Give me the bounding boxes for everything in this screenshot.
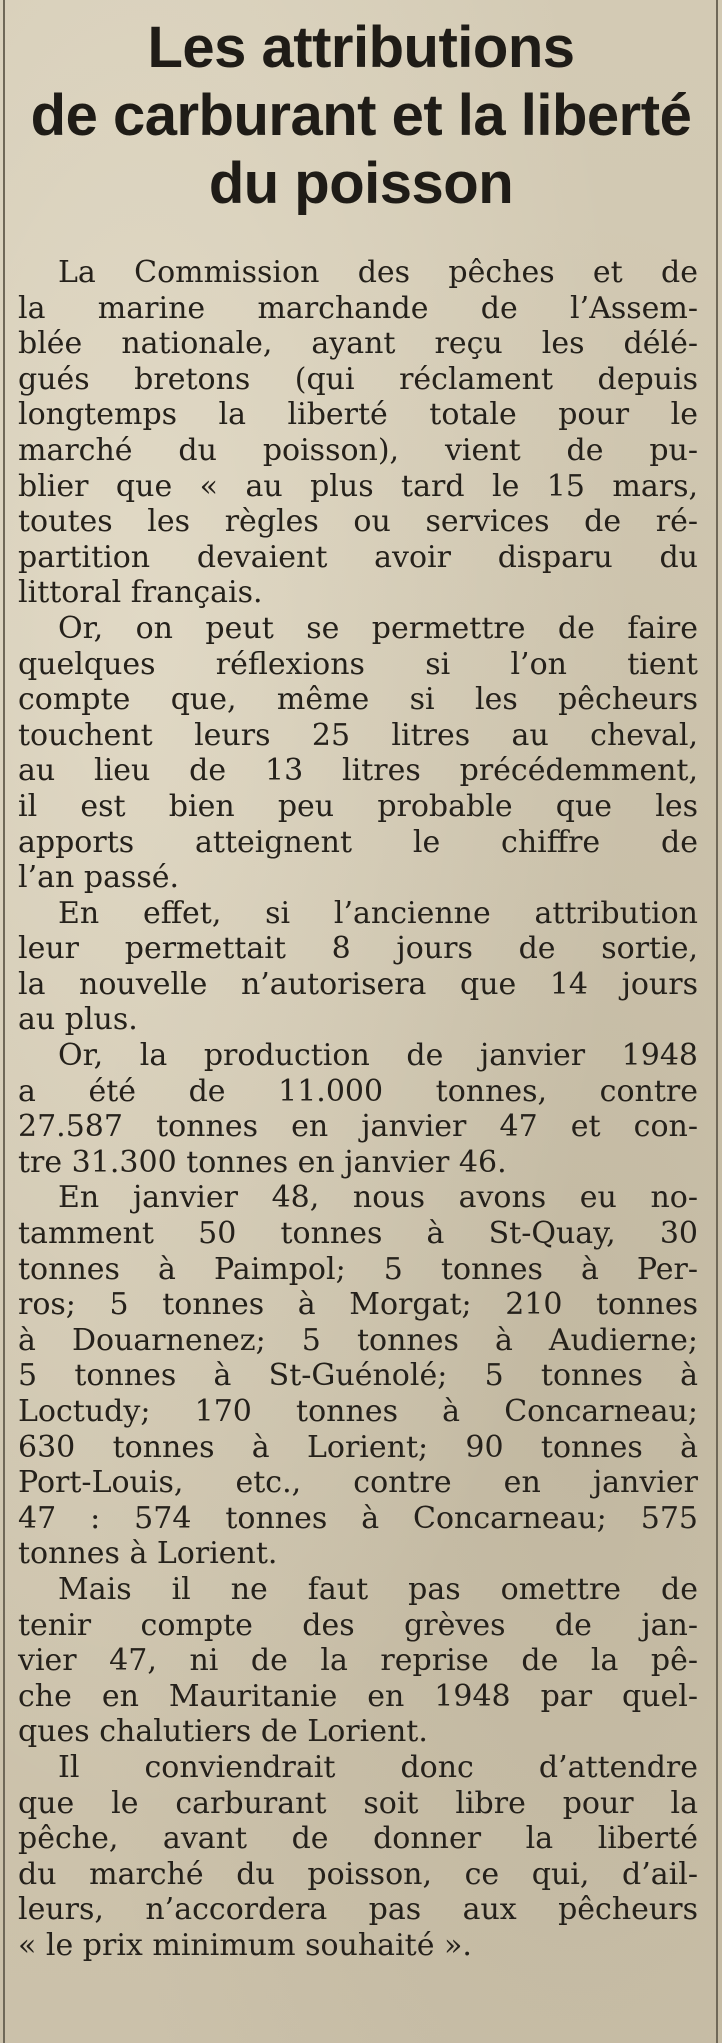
text-line: au lieu de 13 litres précédemment, — [18, 753, 698, 789]
text-line: blier que « au plus tard le 15 mars, — [18, 468, 698, 504]
column-rule-right — [716, 0, 718, 2043]
column-rule-left — [3, 0, 5, 2043]
text-line: tamment 50 tonnes à St-Quay, 30 — [18, 1216, 698, 1252]
text-line: leur permettait 8 jours de sortie, — [18, 931, 698, 967]
text-line: du marché du poisson, ce qui, d’ail- — [18, 1856, 698, 1892]
text-line: à Douarnenez; 5 tonnes à Audierne; — [18, 1322, 698, 1358]
text-line: Port-Louis, etc., contre en janvier — [18, 1465, 698, 1501]
text-line: marché du poisson), vient de pu- — [18, 432, 698, 468]
text-line: Or, on peut se permettre de faire — [58, 610, 698, 646]
text-line: tonnes à Paimpol; 5 tonnes à Per- — [18, 1251, 698, 1287]
headline-line: de carburant et la liberté — [30, 83, 692, 148]
text-line: che en Mauritanie en 1948 par quel- — [18, 1678, 698, 1714]
text-line: partition devaient avoir disparu du — [18, 539, 698, 575]
text-line: ros; 5 tonnes à Morgat; 210 tonnes — [18, 1287, 698, 1323]
text-line: apports atteignent le chiffre de — [18, 824, 698, 860]
text-line: blée nationale, ayant reçu les délé- — [18, 326, 698, 362]
text-line: 630 tonnes à Lorient; 90 tonnes à — [18, 1429, 698, 1465]
paragraph — [18, 255, 698, 611]
paragraph — [18, 1572, 698, 1750]
text-line: tenir compte des grèves de jan- — [18, 1607, 698, 1643]
text-line: quelques réflexions si l’on tient — [18, 646, 698, 682]
text-line: a été de 11.000 tonnes, contre — [18, 1073, 698, 1109]
text-line: vier 47, ni de la reprise de la pê- — [18, 1643, 698, 1679]
text-line: gués bretons (qui réclament depuis — [18, 361, 698, 397]
paragraph — [18, 896, 698, 1038]
text-line: au plus. — [18, 1002, 138, 1038]
headline-line: Les attributions — [147, 15, 575, 80]
text-line: Or, la production de janvier 1948 — [58, 1038, 698, 1074]
text-line: La Commission des pêches et de — [58, 255, 698, 290]
text-line: « le prix minimum souhaité ». — [18, 1927, 472, 1963]
text-line: Mais il ne faut pas omettre de — [58, 1571, 698, 1607]
text-line: tre 31.300 tonnes en janvier 46. — [18, 1144, 507, 1180]
paragraph — [18, 1180, 698, 1572]
text-line: 5 tonnes à St-Guénolé; 5 tonnes à — [18, 1358, 698, 1394]
text-line: touchent leurs 25 litres au cheval, — [18, 717, 698, 753]
paragraph — [18, 611, 698, 896]
paragraph — [18, 1750, 698, 1964]
headline-line: du poisson — [208, 151, 514, 216]
text-line: pêche, avant de donner la liberté — [18, 1821, 698, 1857]
text-line: 47 : 574 tonnes à Concarneau; 575 — [18, 1500, 698, 1536]
text-line: Il conviendrait donc d’attendre — [58, 1749, 698, 1785]
text-line: longtemps la liberté totale pour le — [18, 397, 698, 433]
text-line: il est bien peu probable que les — [18, 788, 698, 824]
article-body — [18, 255, 698, 1964]
article-headline — [10, 14, 712, 218]
text-line: littoral français. — [18, 575, 263, 611]
text-line: Loctudy; 170 tonnes à Concarneau; — [18, 1394, 698, 1429]
paragraph — [18, 1038, 698, 1180]
text-line: En janvier 48, nous avons eu no- — [58, 1180, 698, 1216]
text-line: que le carburant soit libre pour la — [18, 1785, 698, 1821]
text-line: toutes les règles ou services de ré- — [18, 504, 698, 540]
text-line: ques chalutiers de Lorient. — [18, 1714, 428, 1750]
text-line: tonnes à Lorient. — [18, 1536, 278, 1572]
text-line: l’an passé. — [18, 860, 180, 896]
text-line: la marine marchande de l’Assem- — [18, 290, 698, 326]
text-line: la nouvelle n’autorisera que 14 jours — [18, 966, 698, 1002]
text-line: 27.587 tonnes en janvier 47 et con- — [18, 1109, 698, 1145]
text-line: En effet, si l’ancienne attribution — [58, 895, 698, 931]
text-line: compte que, même si les pêcheurs — [18, 682, 698, 718]
text-line: leurs, n’accordera pas aux pêcheurs — [18, 1892, 698, 1928]
